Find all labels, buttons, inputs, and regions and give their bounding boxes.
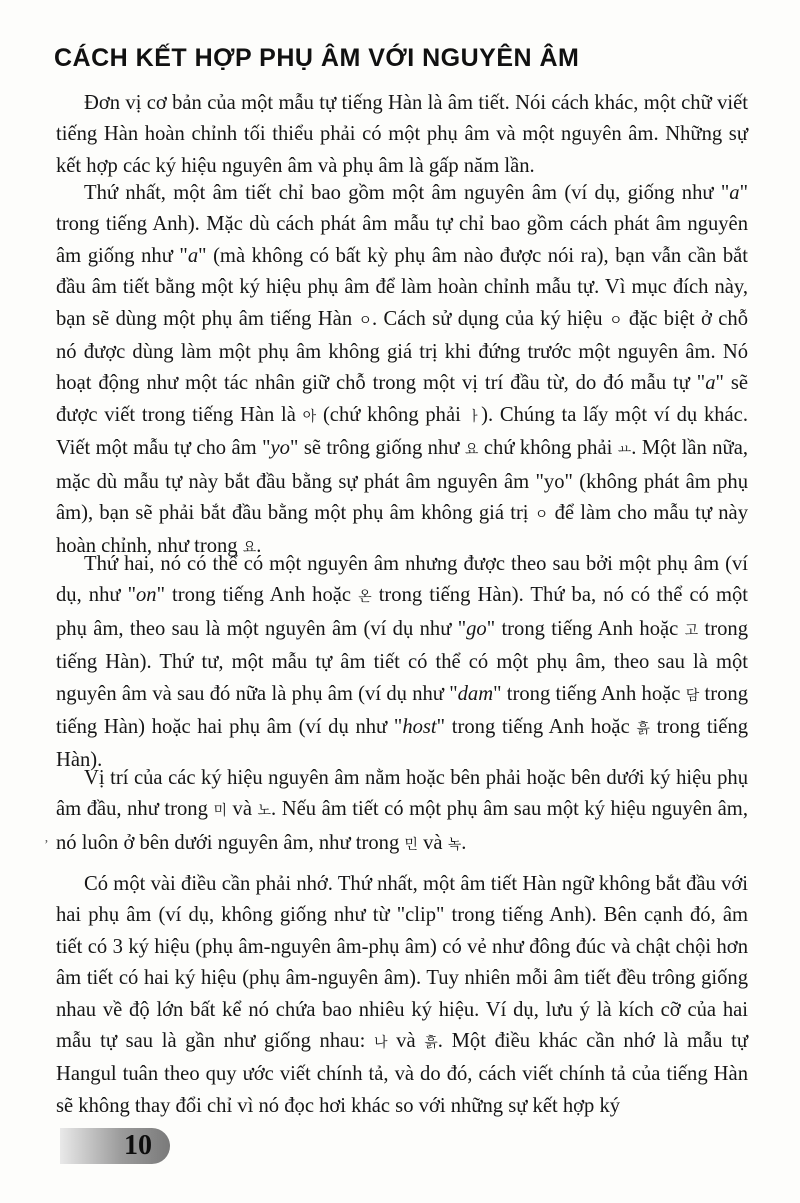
korean-letter: 고 (684, 622, 699, 639)
text: trong tiếng Hàn). Thứ tư, một mẫu tự âm tiết có thể có một phụ âm, theo sau là một nguyên âm và sau đó nữa là phụ âm (ví dụ như " (56, 617, 749, 705)
text: . (256, 535, 262, 558)
korean-letter: ㅇ (608, 312, 623, 329)
korean-letter: 녹 (447, 836, 462, 853)
text: Vị trí của các ký hiệu nguyên âm nằm hoặc bên phải hoặc bên dưới ký hiệu phụ âm đầu, như trong (56, 767, 748, 821)
text: trong tiếng Hàn). (56, 716, 748, 772)
example-word: yo (270, 437, 290, 460)
text: " trong tiếng Anh hoặc (436, 716, 630, 739)
page-heading: CÁCH KẾT HỢP PHỤ ÂM VỚI NGUYÊN ÂM (54, 44, 580, 72)
text: chứ không phải (483, 437, 613, 460)
korean-letter: 온 (358, 589, 372, 606)
text: . (461, 831, 467, 854)
text: " sẽ trông giống như (289, 437, 460, 460)
korean-letter: 흙 (636, 721, 650, 738)
example-word: go (466, 617, 487, 640)
text: trong tiếng Hàn) hoặc hai phụ âm (ví dụ như " (56, 682, 748, 739)
text: . Nếu âm tiết có một phụ âm sau một ký hiệu nguyên âm, nó luôn ở bên dưới nguyên âm, như trong (56, 798, 748, 854)
text: (chứ không phải (322, 403, 461, 426)
text: " trong tiếng Anh). Mặc dù cách phát âm mẫu tự chỉ bao gồm cách phát âm nguyên âm giống như " (56, 182, 748, 267)
example-word: a (729, 182, 740, 204)
korean-letter: 민 (404, 836, 418, 853)
text: . Một điều khác cần nhớ là mẫu tự Hangul tuân theo quy ước viết chính tả, và do đó, cách viết chính tả của tiếng Hàn sẽ không thay đổi chỉ vì nó đọc hơi khác so với những sự kết hợp ký (56, 1030, 749, 1117)
korean-letter: 나 (373, 1035, 388, 1052)
korean-letter: 요 (242, 540, 257, 557)
korean-letter: ㅏ (467, 408, 482, 425)
korean-letter: 노 (257, 803, 272, 820)
example-word: a (187, 244, 199, 267)
text: . Cách sử dụng của ký hiệu (372, 307, 603, 330)
text: " sẽ được viết trong tiếng Hàn là (56, 372, 748, 426)
text: Có một vài điều cần phải nhớ. Thứ nhất, một âm tiết Hàn ngữ không bắt đầu với hai phụ âm (ví dụ, không giống như từ "clip" trong tiếng Anh). Bên cạnh đó, âm tiết có 3 ký hiệu (phụ âm-nguyên âm-phụ âm) có vẻ như đông đúc và chật chội hơn âm tiết có hai ký hiệu (phụ âm-nguyên âm). Tuy nhiên mỗi âm tiết đều trông giống nhau về độ lớn bất kể nó chứa bao nhiêu ký hiệu. Ví dụ, lưu ý là kích cỡ của hai mẫu tự sau là gần như giống nhau: (56, 873, 748, 1053)
text: để làm cho mẫu tự này hoàn chỉnh, như trong (56, 502, 748, 558)
example-word: a (705, 372, 716, 395)
text: Thứ hai, nó có thể có một nguyên âm nhưng được theo sau bởi một phụ âm (ví dụ, như " (56, 553, 748, 607)
example-word: on (136, 584, 157, 607)
korean-letter: 흙 (424, 1035, 438, 1052)
paragraph-intro: Đơn vị cơ bản của một mẫu tự tiếng Hàn là âm tiết. Nói cách khác, một chữ viết tiếng Hàn hoàn chỉnh tối thiểu phải có một phụ âm và một nguyên âm. Những sự kết hợp các ký hiệu nguyên âm và phụ âm là gấp năm lần. (56, 92, 748, 177)
text: " trong tiếng Anh hoặc (156, 584, 352, 607)
korean-letter: 미 (213, 803, 227, 820)
text: ). Chúng ta lấy một ví dụ khác. Viết một mẫu tự cho âm " (56, 403, 748, 460)
paragraph-other-types (56, 549, 748, 777)
paragraph-first-type (56, 178, 748, 565)
korean-letter: 아 (302, 408, 317, 425)
paragraph-vowel-position (56, 763, 748, 861)
korean-letter: 담 (685, 687, 700, 704)
text: Thứ nhất, một âm tiết chỉ bao gồm một âm nguyên âm (ví dụ, giống như " (84, 182, 730, 204)
text: " (mà không có bất kỳ phụ âm nào được nói ra), bạn vẫn cần bắt đầu âm tiết bằng một ký hiệu phụ âm để làm hoàn chỉnh mẫu tự. Vì mục đích này, bạn sẽ dùng một phụ âm tiếng Hàn (56, 244, 748, 330)
text: đặc biệt ở chỗ nó được dùng làm một phụ âm không giá trị khi đứng trước một nguyên âm. Nó hoạt động như một tác nhân giữ chỗ trong một vị trí đầu từ, do đó mẫu tự " (56, 307, 748, 395)
text: và (423, 831, 443, 854)
korean-letter: ㅇ (358, 312, 373, 329)
korean-letter: ㅇ (534, 507, 549, 524)
text: . Một lần nữa, mặc dù mẫu tự này bắt đầu bằng sự phát âm nguyên âm "yo" (không phát âm phụ âm), bạn sẽ phải bắt đầu bằng một phụ âm không giá trị (56, 437, 749, 525)
text: và (232, 798, 252, 821)
korean-letter: ㅛ (617, 442, 632, 459)
stray-mark: ʼ (44, 838, 49, 853)
korean-letter: 요 (464, 442, 479, 459)
example-word: host (402, 716, 437, 739)
paragraph-notes (56, 869, 748, 1122)
text: và (396, 1030, 416, 1053)
text: trong tiếng Hàn). Thứ ba, nó có thể có một phụ âm, theo sau là một nguyên âm (ví dụ như " (56, 584, 749, 640)
text: " trong tiếng Anh hoặc (493, 682, 681, 705)
example-word: dam (457, 682, 494, 705)
text: " trong tiếng Anh hoặc (486, 617, 679, 640)
page-number: 10 (124, 1130, 152, 1161)
